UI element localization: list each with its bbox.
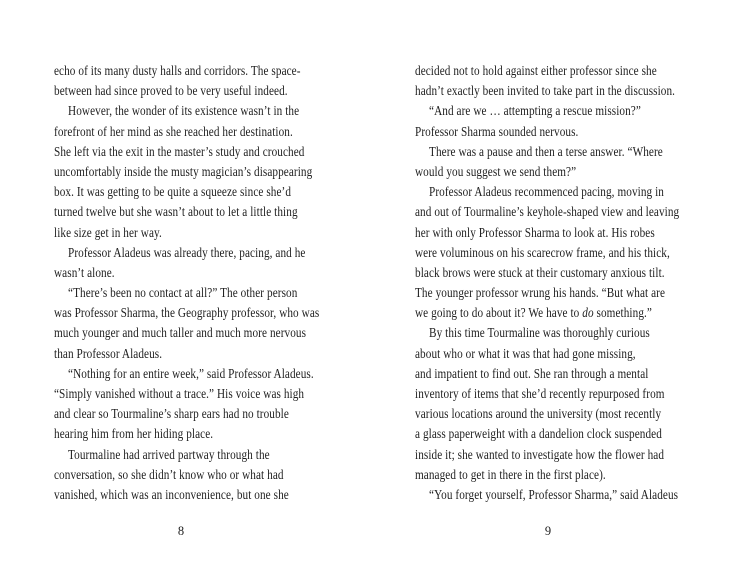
text-line: and impatient to find out. She ran through a mental (415, 365, 649, 381)
text-line: would you suggest we send them?” (415, 163, 577, 179)
text-line: echo of its many dusty halls and corridors. The space- (54, 63, 301, 78)
text-line: inventory of items that she’d recently repurposed from (415, 386, 665, 401)
text-line: a glass paperweight with a dandelion clock suspended (415, 426, 662, 442)
text-line: than Professor Aladeus. (54, 345, 163, 361)
text-line: various locations around the university (most recently (415, 406, 662, 422)
text-line: vanished, which was an inconvenience, but one she (54, 486, 289, 502)
text-line: were voluminous on his scarecrow frame, and his thick, (415, 244, 670, 260)
text-line: black brows were stuck at their customary anxious tilt. (415, 264, 665, 280)
text-line: between had since proved to be very useful indeed. (54, 83, 288, 99)
page-right-text (415, 61, 679, 505)
text-line: “There’s been no contact at all?” The other person (68, 285, 298, 301)
text-line: “Simply vanished without a trace.” His voice was high (54, 386, 305, 401)
page-left-text (54, 61, 319, 505)
text-line: conversation, so she didn’t know who or what had (54, 466, 284, 482)
text-line: about who or what it was that had gone missing, (415, 345, 636, 361)
text-line: wasn’t alone. (54, 264, 115, 280)
text-line: and out of Tourmaline’s keyhole-shaped view and leaving (415, 204, 680, 220)
text-line: much younger and much taller and much more nervous (54, 325, 307, 341)
text-line: “And are we … attempting a rescue mission?” (429, 103, 641, 119)
text-line: inside it; she wanted to investigate how the flower had (415, 446, 665, 462)
text-line: The younger professor wrung his hands. “But what are (415, 285, 666, 301)
text-line: “Nothing for an entire week,” said Professor Aladeus. (68, 365, 314, 381)
text-line: managed to get in there in the first place). (415, 466, 606, 482)
page-number-left: 8 (177, 524, 185, 538)
text-line: There was a pause and then a terse answer. “Where (429, 143, 663, 159)
text-line: was Professor Sharma, the Geography professor, who was (54, 305, 320, 321)
text-line: “You forget yourself, Professor Sharma,” said Aladeus (429, 486, 679, 502)
text-line: like size get in her way. (54, 224, 162, 240)
text-line: hadn’t exactly been invited to take part in the discussion. (415, 83, 676, 99)
text-line: hearing him from her hiding place. (54, 426, 214, 442)
text-line: Professor Aladeus recommenced pacing, moving in (429, 184, 665, 200)
text-line: decided not to hold against either professor since she (415, 63, 657, 78)
page-number-right: 9 (544, 524, 552, 538)
text-line: uncomfortably inside the musty magician’s disappearing (54, 163, 313, 179)
text-line: forefront of her mind as she reached her destination. (54, 123, 293, 139)
text-line: By this time Tourmaline was thoroughly curious (429, 325, 650, 341)
text-line: her with only Professor Sharma to look at. His robes (415, 224, 655, 240)
text-line: turned twelve but she wasn’t about to let a little thing (54, 204, 298, 220)
text-line: box. It was getting to be quite a squeeze since she’d (54, 184, 292, 200)
text-line: Tourmaline had arrived partway through the (68, 446, 270, 462)
text-line: She left via the exit in the master’s study and crouched (54, 143, 305, 159)
text-line: and clear so Tourmaline’s sharp ears had no trouble (54, 406, 289, 422)
text-line: Professor Aladeus was already there, pacing, and he (68, 244, 306, 260)
text-line: we going to do about it? We have to do something.” (415, 305, 652, 321)
text-line: Professor Sharma sounded nervous. (415, 123, 579, 139)
text-line: However, the wonder of its existence wasn’t in the (68, 103, 300, 119)
